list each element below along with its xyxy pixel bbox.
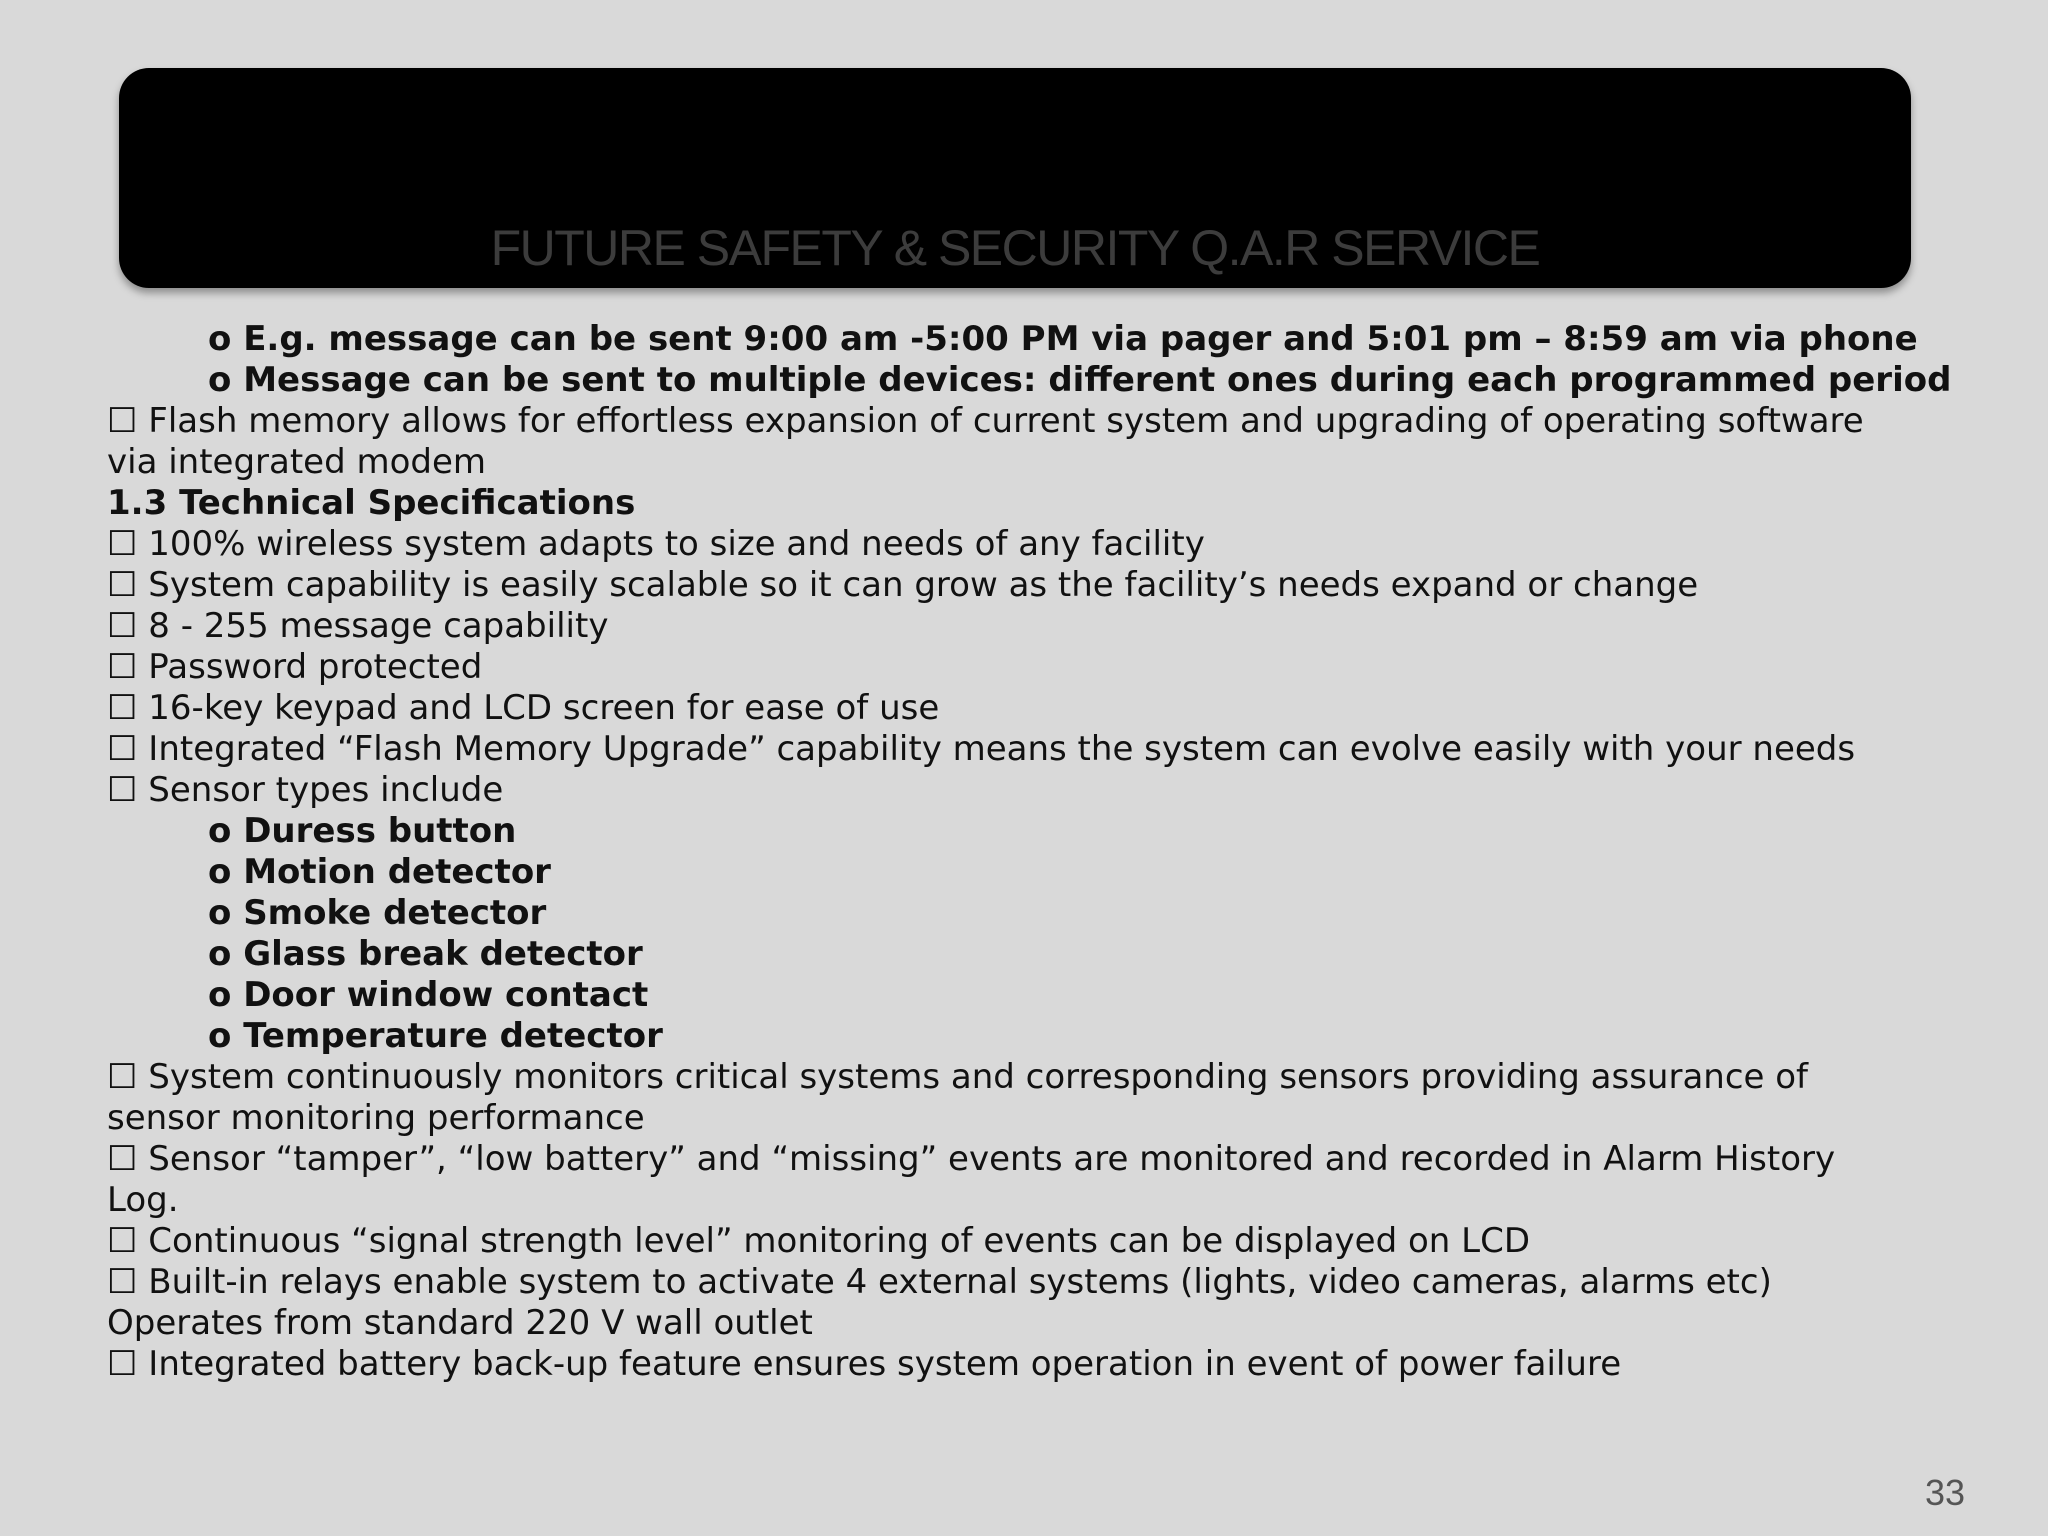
bullet-item: ☐ Password protected	[107, 647, 483, 687]
bullet-item: ☐ 8 - 255 message capability	[107, 606, 609, 646]
sub-bullet: o Glass break detector	[208, 934, 643, 974]
sub-bullet: o Duress button	[208, 811, 517, 851]
body-text	[107, 319, 2007, 1385]
sub-bullet: o Motion detector	[208, 852, 551, 892]
bullet-continuation: via integrated modem	[107, 442, 487, 482]
sub-bullet: o E.g. message can be sent 9:00 am -5:00 PM via pager and 5:01 pm – 8:59 am via phone	[208, 319, 1918, 359]
bullet-item: ☐ Integrated battery back-up feature ensures system operation in event of power failure	[107, 1344, 1622, 1384]
bullet-item: ☐ 16-key keypad and LCD screen for ease of use	[107, 688, 940, 728]
bullet-item: ☐ Continuous “signal strength level” monitoring of events can be displayed on LCD	[107, 1221, 1531, 1261]
sub-bullet: o Temperature detector	[208, 1016, 663, 1056]
page-number: 33	[1924, 1472, 1965, 1513]
bullet-continuation: Operates from standard 220 V wall outlet	[107, 1303, 813, 1343]
bullet-continuation: Log.	[107, 1180, 179, 1220]
sub-bullet: o Door window contact	[208, 975, 649, 1015]
bullet-item: ☐ 100% wireless system adapts to size and needs of any facility	[107, 524, 1205, 564]
bullet-item: ☐ Integrated “Flash Memory Upgrade” capability means the system can evolve easily with your needs	[107, 729, 1856, 769]
sub-bullet: o Message can be sent to multiple devices: different ones during each programmed period	[208, 360, 1952, 400]
page-title: FUTURE SAFETY & SECURITY Q.A.R SERVICE	[490, 220, 1540, 276]
bullet-item: ☐ System continuously monitors critical systems and corresponding sensors providing assurance of	[107, 1057, 1809, 1097]
bullet-item: ☐ System capability is easily scalable so it can grow as the facility’s needs expand or change	[107, 565, 1699, 605]
section-heading: 1.3 Technical Specifications	[107, 483, 636, 523]
bullet-item: ☐ Sensor “tamper”, “low battery” and “missing” events are monitored and recorded in Alarm History	[107, 1139, 1836, 1179]
bullet-item: ☐ Built-in relays enable system to activate 4 external systems (lights, video cameras, alarms etc)	[107, 1262, 1772, 1302]
sub-bullet: o Smoke detector	[208, 893, 547, 933]
bullet-continuation: sensor monitoring performance	[107, 1098, 645, 1138]
header-banner	[119, 68, 1911, 288]
bullet-item: ☐ Flash memory allows for effortless expansion of current system and upgrading of operating software	[107, 401, 1864, 441]
bullet-item: ☐ Sensor types include	[107, 770, 504, 810]
